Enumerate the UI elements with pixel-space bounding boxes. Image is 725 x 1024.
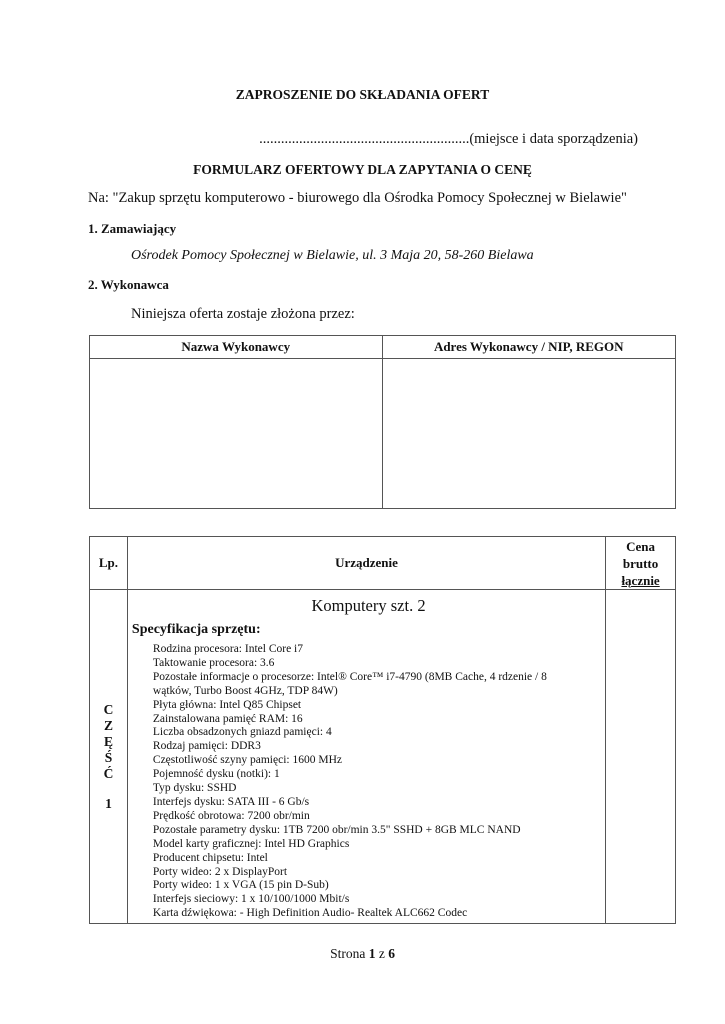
spec-line: Porty wideo: 1 x VGA (15 pin D-Sub) bbox=[152, 879, 329, 892]
spec-line: Rodzaj pamięci: DDR3 bbox=[152, 740, 261, 753]
spec-line: Płyta główna: Intel Q85 Chipset bbox=[152, 698, 302, 711]
spec-line: Liczba obsadzonych gniazd pamięci: 4 bbox=[152, 726, 332, 739]
document-title: ZAPROSZENIE DO SKŁADANIA OFERT bbox=[235, 87, 490, 102]
contractor-name-cell[interactable] bbox=[90, 359, 383, 509]
part-letter: Z bbox=[103, 717, 113, 733]
table-row bbox=[90, 590, 676, 924]
contractor-table bbox=[89, 335, 676, 509]
price-cell[interactable] bbox=[606, 590, 676, 924]
section-1-heading: 1. Zamawiający bbox=[88, 221, 177, 236]
section-2-heading: 2. Wykonawca bbox=[88, 277, 169, 292]
contractor-name-header: Nazwa Wykonawcy bbox=[90, 336, 383, 359]
spec-line: Rodzina procesora: Intel Core i7 bbox=[152, 643, 303, 655]
ordering-party-address: Ośrodek Pomocy Społecznej w Bielawie, ul. 3 Maja 20, 58-260 Bielawa bbox=[131, 248, 534, 263]
spec-line: Porty wideo: 2 x DisplayPort bbox=[152, 865, 288, 878]
spec-line: Pozostałe informacje o procesorze: Intel® Core™ i7-4790 (8MB Cache, 4 rdzenie / 8 wątków, Turbo Boost 4GHz, TDP 84W) bbox=[152, 670, 547, 697]
spec-line: Interfejs sieciowy: 1 x 10/100/1000 Mbit/s bbox=[152, 893, 350, 906]
spec-line: Karta dźwiękowa: - High Definition Audio- Realtek ALC662 Codec bbox=[152, 907, 468, 920]
table-header-row bbox=[90, 537, 676, 590]
part-letter: C bbox=[103, 701, 114, 717]
lp-header: Lp. bbox=[90, 537, 128, 590]
spec-heading: Specyfikacja sprzętu: bbox=[131, 622, 261, 637]
current-page-number: 1 bbox=[368, 946, 376, 961]
part-number: 1 bbox=[105, 795, 112, 811]
spec-line: Interfejs dysku: SATA III - 6 Gb/s bbox=[152, 795, 310, 808]
offer-intro-text: Niniejsza oferta zostaje złożona przez: bbox=[131, 306, 355, 322]
spec-line: Pozostałe parametry dysku: 1TB 7200 obr/min 3.5" SSHD + 8GB MLC NAND bbox=[152, 823, 521, 836]
spec-line: Pojemność dysku (notki): 1 bbox=[152, 768, 280, 781]
spec-line: Taktowanie procesora: 3.6 bbox=[152, 656, 275, 669]
price-header-line-1: Cena bbox=[626, 538, 656, 554]
part-label-cell bbox=[90, 590, 128, 924]
device-description-cell bbox=[127, 590, 605, 924]
part-letter: Ć bbox=[103, 765, 114, 781]
form-title: FORMULARZ OFERTOWY DLA ZAPYTANIA O CENĘ bbox=[193, 162, 532, 177]
spec-list bbox=[153, 643, 605, 921]
part-letter: Ś bbox=[104, 749, 113, 765]
part-letter: Ę bbox=[103, 733, 113, 749]
spec-line: Typ dysku: SSHD bbox=[152, 782, 237, 795]
spec-line: Model karty graficznej: Intel HD Graphics bbox=[152, 837, 350, 850]
spec-line: Prędkość obrotowa: 7200 obr/min bbox=[152, 809, 310, 822]
subject-line: Na: "Zakup sprzętu komputerowo - biurowego dla Ośrodka Pomocy Społecznej w Bielawie" bbox=[88, 190, 627, 206]
contractor-address-cell[interactable] bbox=[382, 359, 676, 509]
spec-line: Częstotliwość szyny pamięci: 1600 MHz bbox=[152, 754, 342, 767]
page-of-label: z bbox=[378, 946, 385, 961]
price-header bbox=[606, 537, 676, 590]
price-header-line-3: łącznie bbox=[621, 572, 660, 588]
items-table bbox=[89, 536, 676, 924]
contractor-address-header: Adres Wykonawcy / NIP, REGON bbox=[382, 336, 676, 359]
table-row bbox=[90, 359, 676, 509]
price-header-line-2: brutto bbox=[622, 555, 659, 571]
device-header: Urządzenie bbox=[127, 537, 605, 590]
page-footer bbox=[0, 946, 725, 962]
table-header-row bbox=[90, 336, 676, 359]
page-label: Strona bbox=[330, 946, 366, 961]
spec-line: Producent chipsetu: Intel bbox=[152, 851, 268, 864]
place-and-date-line: ..........................................................(miejsce i data sporządzenia) bbox=[259, 131, 638, 147]
total-pages-number: 6 bbox=[388, 946, 395, 961]
device-title: Komputery szt. 2 bbox=[311, 596, 426, 615]
spec-line: Zainstalowana pamięć RAM: 16 bbox=[152, 712, 303, 725]
